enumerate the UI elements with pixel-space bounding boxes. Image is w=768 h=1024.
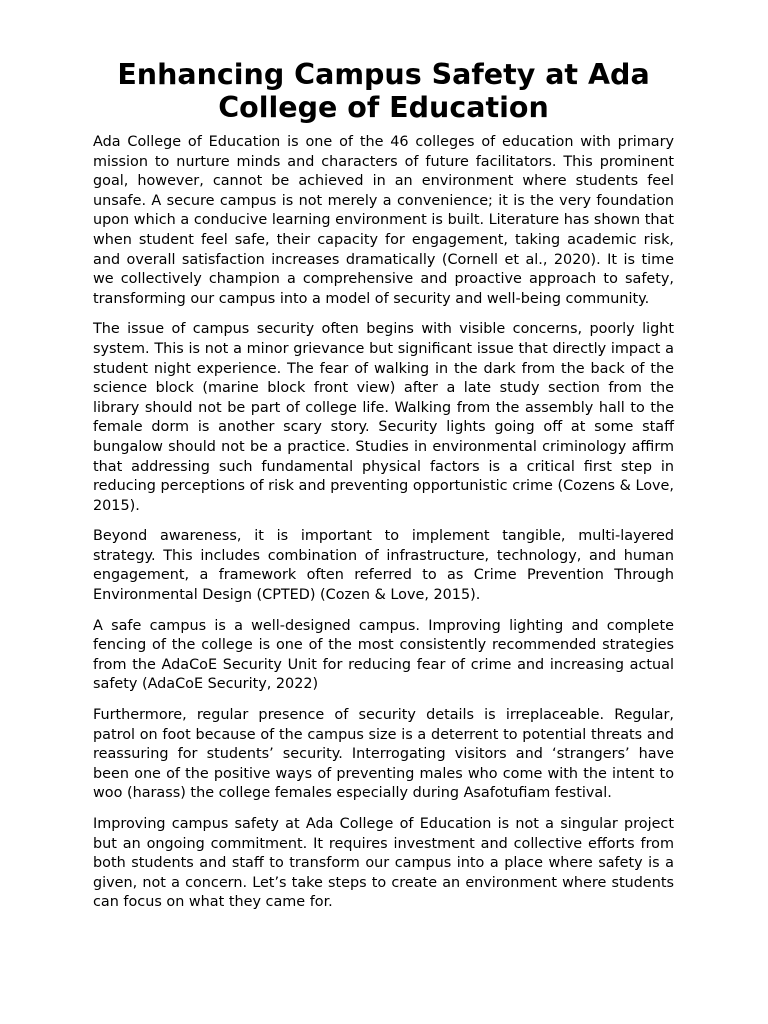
- paragraph-1: Ada College of Education is one of the 46 colleges of education with primary mission to nurture minds and characters of future facilitators. This prominent goal, however, cannot be achieved in an environment where students feel unsafe. A secure campus is not merely a convenience; it is the very foundation upon which a conducive learning environment is built. Literature has shown that when student feel safe, their capacity for engagement, taking academic risk, and overall satisfaction increases dramatically (Cornell et al., 2020). It is time we collectively champion a comprehensive and proactive approach to safety, transforming our campus into a model of security and well-being community.: [93, 134, 674, 307]
- document-title: Enhancing Campus Safety at Ada College of Education: [117, 58, 650, 124]
- paragraph-2: The issue of campus security often begins with visible concerns, poorly light system. This is not a minor grievance but significant issue that directly impact a student night experience. The fear of walking in the dark from the back of the science block (marine block front view) after a late study section from the library should not be part of college life. Walking from the assembly hall to the female dorm is another scary story. Security lights going off at some staff bungalow should not be a practice. Studies in environmental criminology affirm that addressing such fundamental physical factors is a critical first step in reducing perceptions of risk and preventing opportunistic crime (Cozens & Love, 2015).: [93, 321, 674, 514]
- document-page: [93, 58, 674, 924]
- paragraph-5: Furthermore, regular presence of security details is irreplaceable. Regular, patrol on foot because of the campus size is a deterrent to potential threats and reassuring for students’ security. Interrogating visitors and ‘strangers’ have been one of the positive ways of preventing males who come with the intent to woo (harass) the college females especially during Asafotufiam festival.: [93, 707, 674, 802]
- paragraph-3: Beyond awareness, it is important to implement tangible, multi-layered strategy. This includes combination of infrastructure, technology, and human engagement, a framework often referred to as Crime Prevention Through Environmental Design (CPTED) (Cozen & Love, 2015).: [93, 528, 674, 604]
- paragraph-4: A safe campus is a well-designed campus. Improving lighting and complete fencing of the college is one of the most consistently recommended strategies from the AdaCoE Security Unit for reducing fear of crime and increasing actual safety (AdaCoE Security, 2022): [93, 617, 674, 693]
- paragraph-6: Improving campus safety at Ada College of Education is not a singular project but an ongoing commitment. It requires investment and collective efforts from both students and staff to transform our campus into a place where safety is a given, not a concern. Let’s take steps to create an environment where students can focus on what they came for.: [93, 816, 674, 911]
